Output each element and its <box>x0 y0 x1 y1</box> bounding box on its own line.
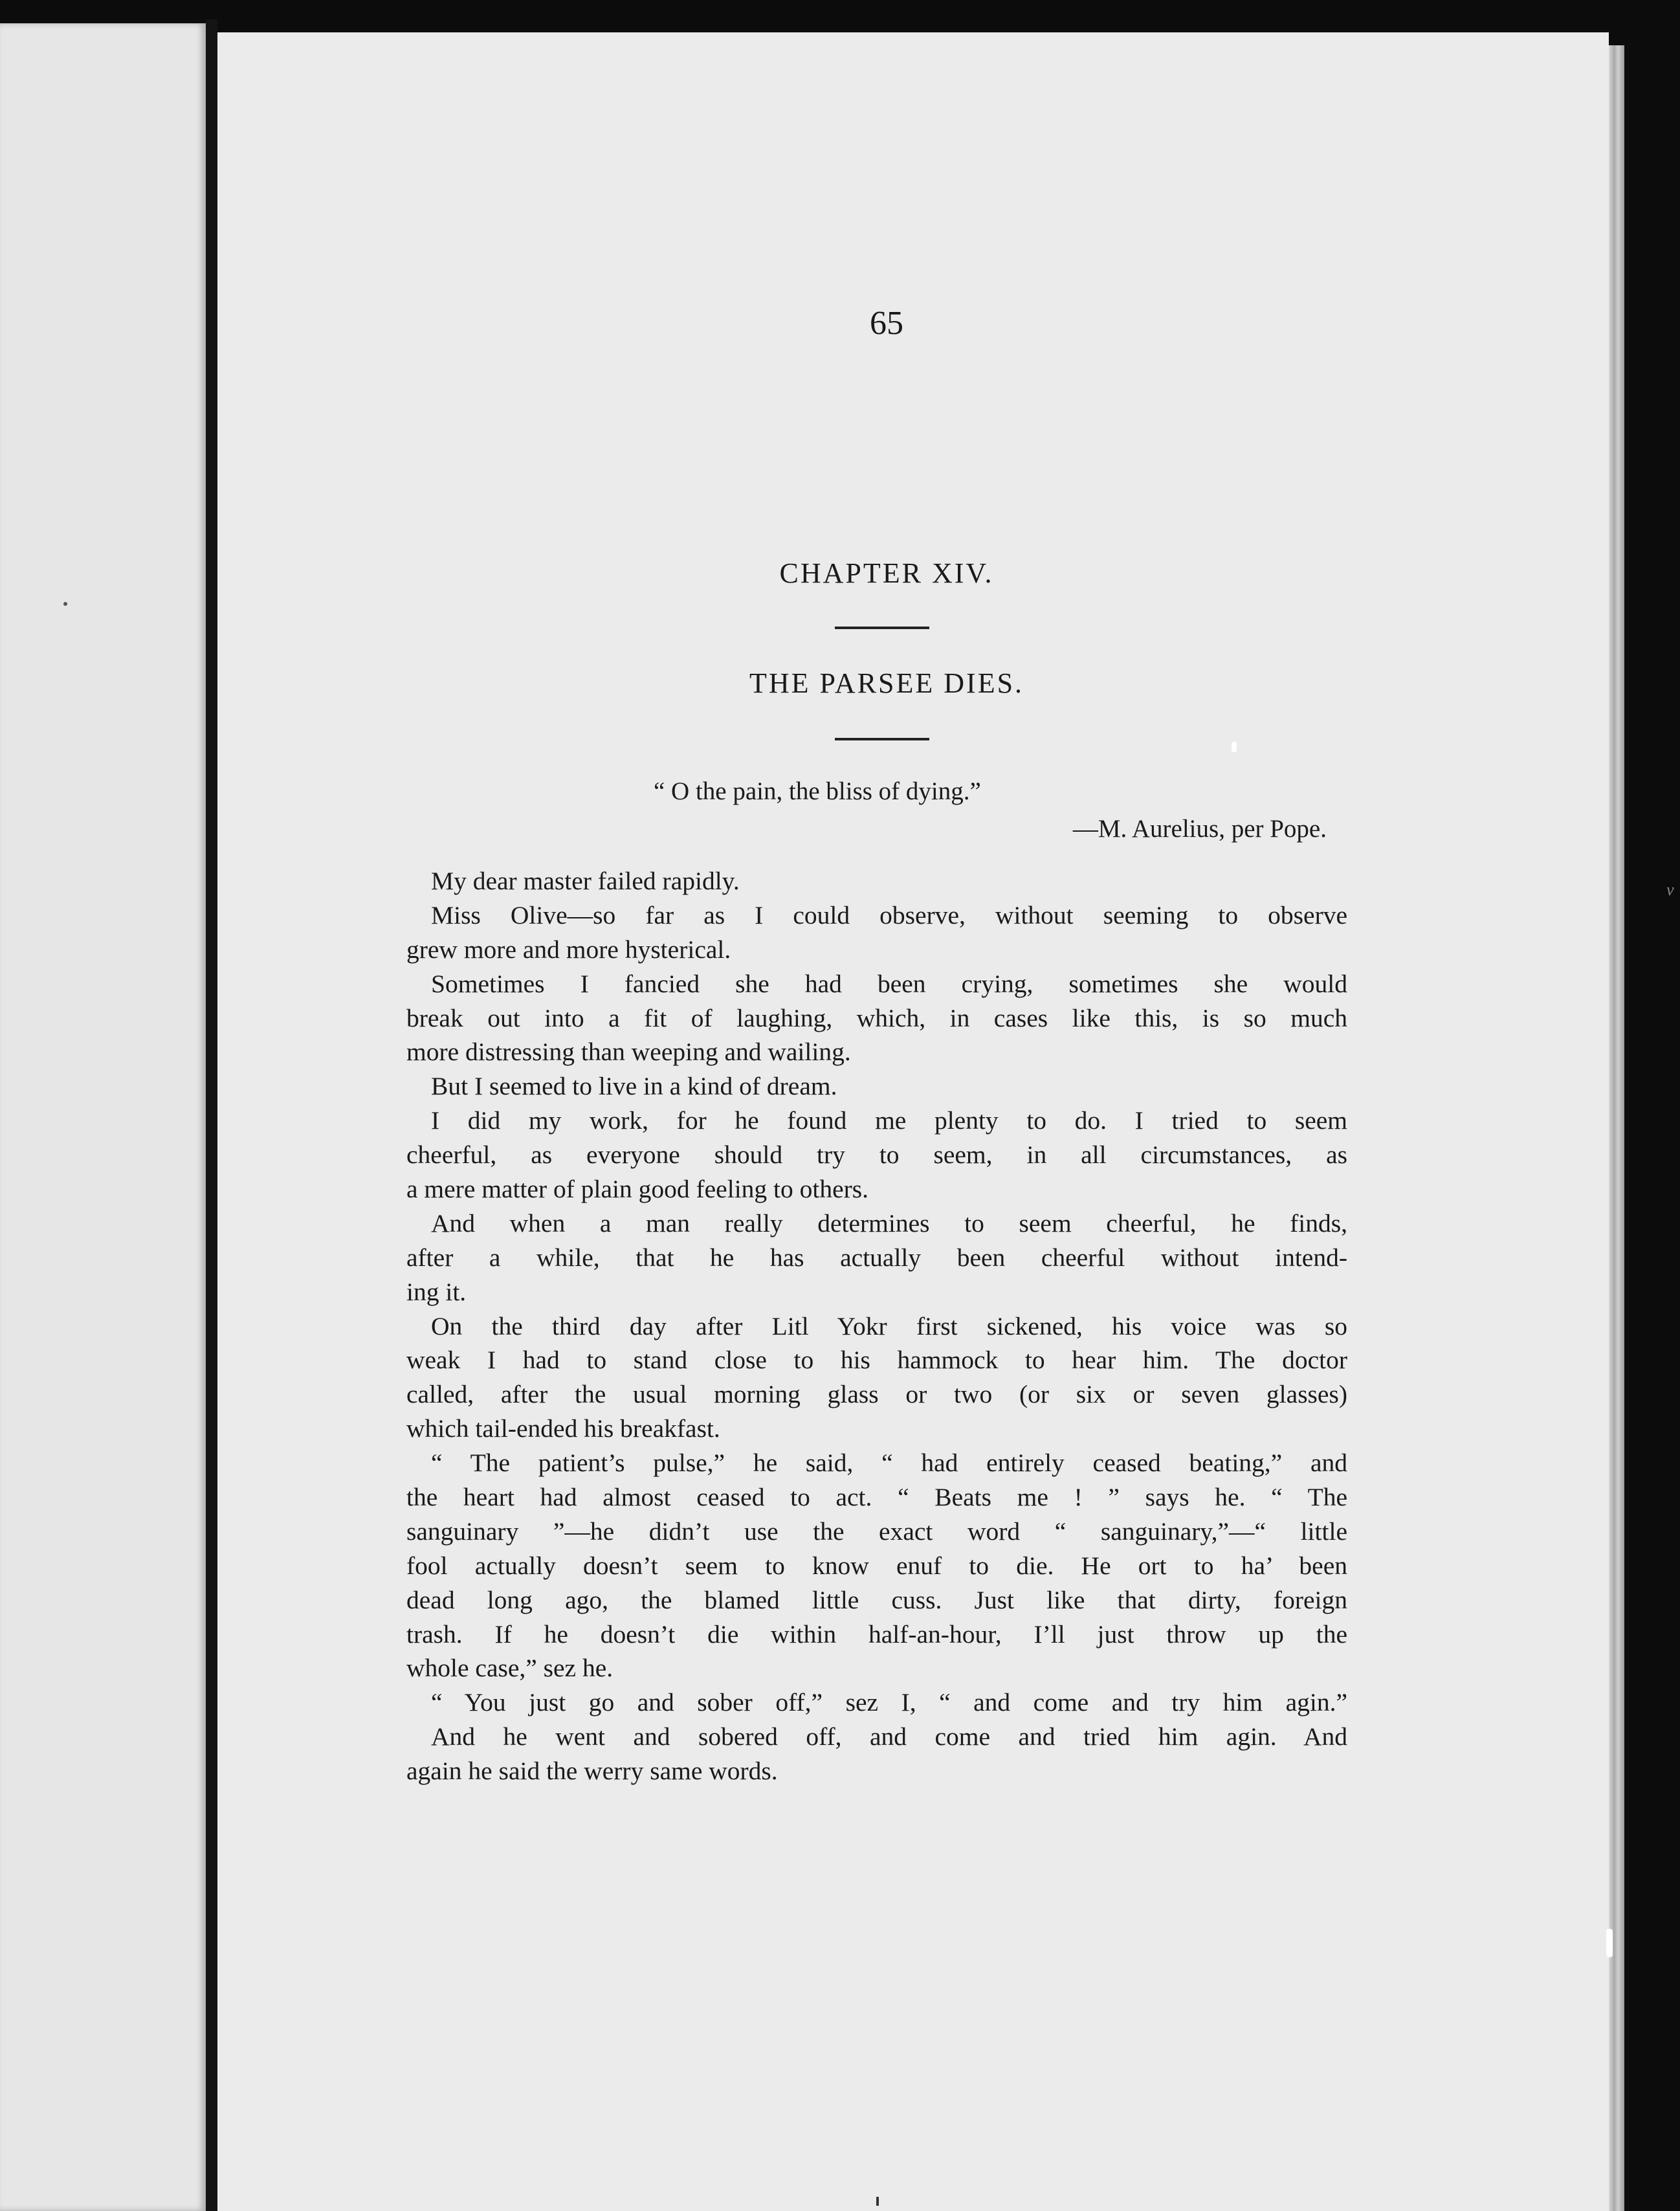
chapter-title: THE PARSEE DIES. <box>749 667 1024 699</box>
text-line: “ You just go and sober off,” sez I, “ and come and try him agin.” <box>431 1688 1347 1717</box>
margin-mark: v <box>1666 880 1674 899</box>
text-line: the heart had almost ceased to act. “ Beats me ! ” says he. “ The <box>406 1483 1347 1512</box>
text-line: more distressing than weeping and wailing. <box>406 1038 851 1067</box>
facing-page-left <box>0 23 206 2211</box>
background-right <box>1624 45 1680 2211</box>
text-line: a mere matter of plain good feeling to others. <box>406 1175 869 1204</box>
dust-speck <box>876 2197 879 2206</box>
text-line: My dear master failed rapidly. <box>431 867 740 895</box>
text-line: fool actually doesn’t seem to know enuf to die. He ort to ha’ been <box>406 1551 1347 1580</box>
chapter-heading: CHAPTER XIV. <box>779 557 994 589</box>
book-gutter <box>206 19 217 2211</box>
text-line: after a while, that he has actually been cheerful without intend- <box>406 1243 1347 1272</box>
text-line: But I seemed to live in a kind of dream. <box>431 1072 837 1101</box>
text-line: cheerful, as everyone should try to seem, in all circumstances, as <box>406 1140 1347 1170</box>
text-line: whole case,” sez he. <box>406 1654 613 1683</box>
page-edge <box>1609 45 1624 2211</box>
text-line: grew more and more hysterical. <box>406 935 731 964</box>
dust-speck <box>1606 1929 1613 1957</box>
text-line: “ The patient’s pulse,” he said, “ had entirely ceased beating,” and <box>431 1449 1347 1478</box>
text-line: I did my work, for he found me plenty to do. I tried to seem <box>431 1106 1347 1135</box>
text-line: which tail-ended his breakfast. <box>406 1414 720 1443</box>
text-line: called, after the usual morning glass or two (or six or seven glasses) <box>406 1380 1347 1409</box>
epigraph-quote: “ O the pain, the bliss of dying.” <box>654 777 981 805</box>
text-line: break out into a fit of laughing, which, in cases like this, is so much <box>406 1003 1347 1032</box>
dust-speck <box>63 602 67 606</box>
text-line: Sometimes I fancied she had been crying, sometimes she would <box>431 969 1347 998</box>
text-line: again he said the werry same words. <box>406 1757 778 1786</box>
text-line: sanguinary ”—he didn’t use the exact word “ sanguinary,”—“ little <box>406 1517 1347 1546</box>
text-line: On the third day after Litl Yokr first sickened, his voice was so <box>431 1311 1347 1340</box>
text-line: And he went and sobered off, and come and tried him agin. And <box>431 1722 1347 1751</box>
body-text <box>406 864 1347 1788</box>
text-line: And when a man really determines to seem cheerful, he finds, <box>431 1208 1347 1238</box>
text-line: trash. If he doesn’t die within half-an-hour, I’ll just throw up the <box>406 1619 1347 1649</box>
divider-rule <box>835 627 929 629</box>
dust-speck <box>1232 742 1237 752</box>
text-line: Miss Olive—so far as I could observe, without seeming to observe <box>431 900 1347 929</box>
divider-rule <box>835 738 929 740</box>
epigraph-attribution: —M. Aurelius, per Pope. <box>1072 815 1327 843</box>
text-line: weak I had to stand close to his hammock to hear him. The doctor <box>406 1346 1347 1375</box>
text-line: ing it. <box>406 1277 467 1306</box>
page-number: 65 <box>870 305 903 342</box>
text-line: dead long ago, the blamed little cuss. Just like that dirty, foreign <box>406 1585 1347 1614</box>
